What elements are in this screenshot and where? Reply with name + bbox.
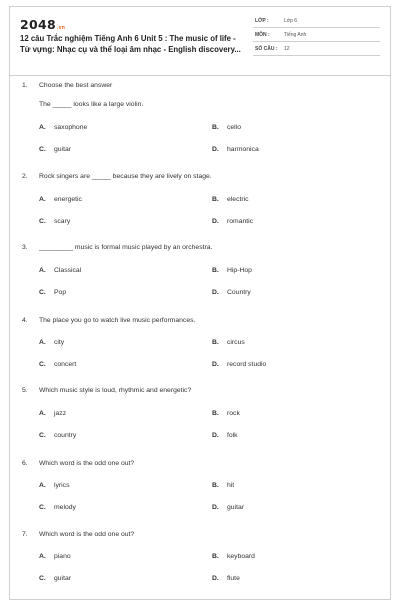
meta-grade-value: Lớp 6	[284, 18, 298, 24]
site-logo[interactable]	[20, 17, 65, 32]
logo-number: 2048	[20, 17, 56, 32]
question-number: 3.	[22, 244, 28, 251]
option-letter: C.	[39, 289, 46, 296]
option-letter: A.	[39, 410, 46, 417]
option-text: keyboard	[227, 553, 255, 560]
option-letter: B.	[212, 124, 219, 131]
option-letter: D.	[212, 218, 219, 225]
option-text: Hip-Hop	[227, 267, 252, 274]
option-text: romantic	[227, 218, 254, 225]
option-letter: D.	[212, 146, 219, 153]
meta-count-key: SỐ CÂU :	[255, 46, 278, 52]
option-letter: B.	[212, 339, 219, 346]
option-text: cello	[227, 124, 241, 131]
option-letter: B.	[212, 482, 219, 489]
option-text: piano	[54, 553, 71, 560]
option-letter: A.	[39, 124, 46, 131]
option-text: jazz	[54, 410, 67, 417]
option-letter: D.	[212, 575, 219, 582]
option-text: guitar	[54, 575, 72, 582]
option-letter: C.	[39, 504, 46, 511]
logo-domain: .vn	[57, 25, 66, 31]
header-divider	[9, 75, 391, 76]
option-letter: C.	[39, 361, 46, 368]
meta-count	[253, 43, 380, 56]
option-text: flute	[227, 575, 240, 582]
option-text: guitar	[227, 504, 245, 511]
option-letter: D.	[212, 504, 219, 511]
option-letter: C.	[39, 218, 46, 225]
option-letter: B.	[212, 267, 219, 274]
option-text: rock	[227, 410, 240, 417]
option-letter: A.	[39, 196, 46, 203]
question-text: The place you go to watch live music performances.	[39, 317, 196, 324]
worksheet-title: 12 câu Trắc nghiệm Tiếng Anh 6 Unit 5 : The music of life - Từ vựng: Nhạc cụ và thể loại âm nhạc - English discovery...	[20, 34, 241, 54]
meta-count-value: 12	[284, 46, 290, 52]
question-number: 7.	[22, 531, 28, 538]
option-text: country	[54, 432, 77, 439]
question-number: 4.	[22, 317, 28, 324]
meta-grade-key: LỚP :	[255, 18, 269, 24]
question-sentence: The _____ looks like a large violin.	[39, 101, 144, 108]
option-text: harmonica	[227, 146, 259, 153]
option-text: Country	[227, 289, 251, 296]
option-text: energetic	[54, 196, 82, 203]
question-text: _________ music is formal music played by an orchestra.	[39, 244, 213, 251]
option-letter: A.	[39, 267, 46, 274]
option-text: scary	[54, 218, 71, 225]
option-text: lyrics	[54, 482, 70, 489]
option-letter: B.	[212, 196, 219, 203]
option-text: melody	[54, 504, 76, 511]
option-letter: B.	[212, 553, 219, 560]
question-number: 6.	[22, 460, 28, 467]
option-text: city	[54, 339, 65, 346]
option-letter: A.	[39, 482, 46, 489]
option-text: concert	[54, 361, 77, 368]
meta-subject-key: MÔN :	[255, 32, 270, 38]
option-letter: C.	[39, 146, 46, 153]
option-text: saxophone	[54, 124, 88, 131]
option-text: guitar	[54, 146, 72, 153]
option-letter: B.	[212, 410, 219, 417]
option-text: folk	[227, 432, 238, 439]
option-letter: C.	[39, 575, 46, 582]
option-text: Pop	[54, 289, 67, 296]
option-text: Classical	[54, 267, 82, 274]
meta-subject-value: Tiếng Anh	[284, 32, 307, 38]
question-text: Which word is the odd one out?	[39, 460, 135, 467]
question-number: 1.	[22, 82, 28, 89]
option-letter: D.	[212, 432, 219, 439]
option-letter: D.	[212, 289, 219, 296]
option-letter: A.	[39, 553, 46, 560]
question-text: Which word is the odd one out?	[39, 531, 135, 538]
meta-subject	[253, 29, 380, 42]
option-text: hit	[227, 482, 235, 489]
option-text: record studio	[227, 361, 267, 368]
option-text: electric	[227, 196, 249, 203]
meta-grade	[253, 15, 380, 28]
question-text: Choose the best answer	[39, 82, 113, 89]
option-text: circus	[227, 339, 245, 346]
question-text: Which music style is loud, rhythmic and energetic?	[39, 387, 192, 394]
option-letter: C.	[39, 432, 46, 439]
question-number: 2.	[22, 173, 28, 180]
question-number: 5.	[22, 387, 28, 394]
option-letter: D.	[212, 361, 219, 368]
option-letter: A.	[39, 339, 46, 346]
question-text: Rock singers are _____ because they are lively on stage.	[39, 173, 212, 180]
